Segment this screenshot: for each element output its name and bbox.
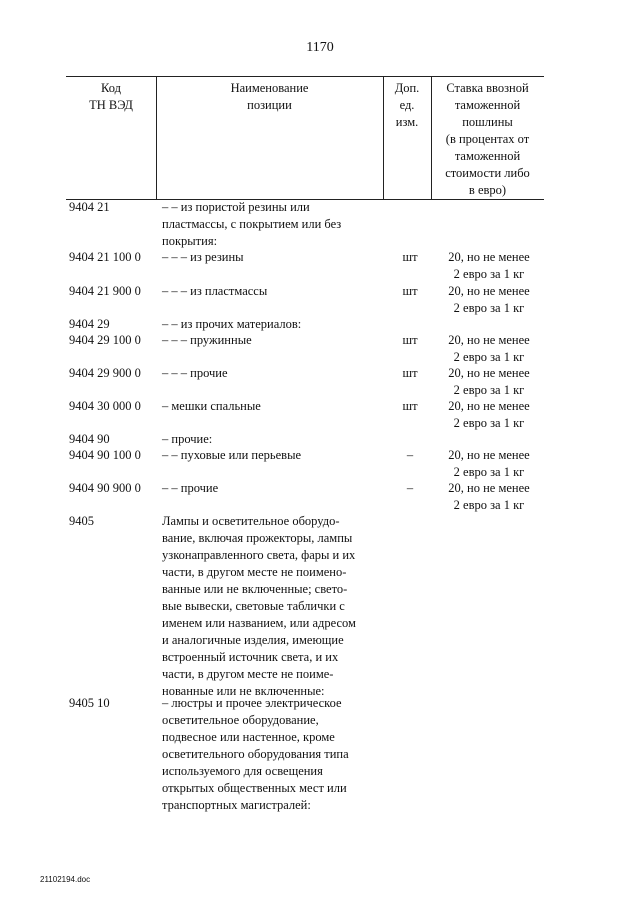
row-rate: 20, но не менее 2 евро за 1 кг: [448, 284, 530, 315]
row-code: 9404 29 100 0: [69, 333, 141, 347]
row-name: – – прочие: [162, 481, 219, 495]
row-unit: шт: [402, 399, 418, 413]
header-unit: Доп. ед. изм.: [394, 81, 420, 129]
header-code: Код ТН ВЭД: [89, 81, 133, 112]
row-name: – – из прочих материалов:: [162, 317, 302, 331]
header-name: Наименование позиции: [230, 81, 309, 112]
row-code: 9404 90: [69, 432, 110, 446]
row-code: 9404 21 100 0: [69, 250, 141, 264]
row-name: – люстры и прочее электрическое осветительное оборудование, подвесное или настенное, кроме осветительного оборудования типа используемого для освещения открытых общественных мест или транспортных магистралей:: [162, 696, 349, 812]
table-top-border: [66, 76, 544, 77]
row-code: 9404 30 000 0: [69, 399, 141, 413]
row-name: – – – прочие: [162, 366, 228, 380]
page-number: 1170: [306, 40, 334, 55]
row-unit: шт: [402, 333, 418, 347]
row-code: 9404 21: [69, 200, 110, 214]
footer-filename: 21102194.doc: [40, 875, 91, 884]
row-unit: –: [406, 481, 414, 495]
row-name: – – – из пластмассы: [162, 284, 268, 298]
row-name: – – – из резины: [162, 250, 244, 264]
header-rate: Ставка ввозной таможенной пошлины (в процентах от таможенной стоимости либо в евро): [445, 81, 530, 197]
row-name: – – – пружинные: [162, 333, 252, 347]
row-name: Лампы и осветительное оборудо- вание, включая прожекторы, лампы узконаправленного света, фары и их части, в другом месте не поимено- ванные или не включенные; свето- вые вывески, световые таблички с именем или названием, или адресом и аналогичные изделия, имеющие встроенный источник света, и их части, в другом месте не поиме- нованные или не включенные:: [162, 514, 356, 698]
row-code: 9404 90 900 0: [69, 481, 141, 495]
row-rate: 20, но не менее 2 евро за 1 кг: [448, 481, 530, 512]
row-code: 9405: [69, 514, 94, 528]
row-unit: –: [406, 448, 414, 462]
row-unit: шт: [402, 366, 418, 380]
row-code: 9404 21 900 0: [69, 284, 141, 298]
row-rate: 20, но не менее 2 евро за 1 кг: [448, 399, 530, 430]
row-rate: 20, но не менее 2 евро за 1 кг: [448, 366, 530, 397]
row-name: – – из пористой резины или пластмассы, с покрытием или без покрытия:: [162, 200, 342, 248]
row-name: – – пуховые или перьевые: [162, 448, 302, 462]
row-code: 9404 90 100 0: [69, 448, 141, 462]
row-rate: 20, но не менее 2 евро за 1 кг: [448, 448, 530, 479]
row-code: 9405 10: [69, 696, 110, 710]
row-unit: шт: [402, 250, 418, 264]
row-code: 9404 29: [69, 317, 110, 331]
row-name: – прочие:: [162, 432, 213, 446]
row-rate: 20, но не менее 2 евро за 1 кг: [448, 250, 530, 281]
row-code: 9404 29 900 0: [69, 366, 141, 380]
row-name: – мешки спальные: [162, 399, 261, 413]
row-unit: шт: [402, 284, 418, 298]
row-rate: 20, но не менее 2 евро за 1 кг: [448, 333, 530, 364]
